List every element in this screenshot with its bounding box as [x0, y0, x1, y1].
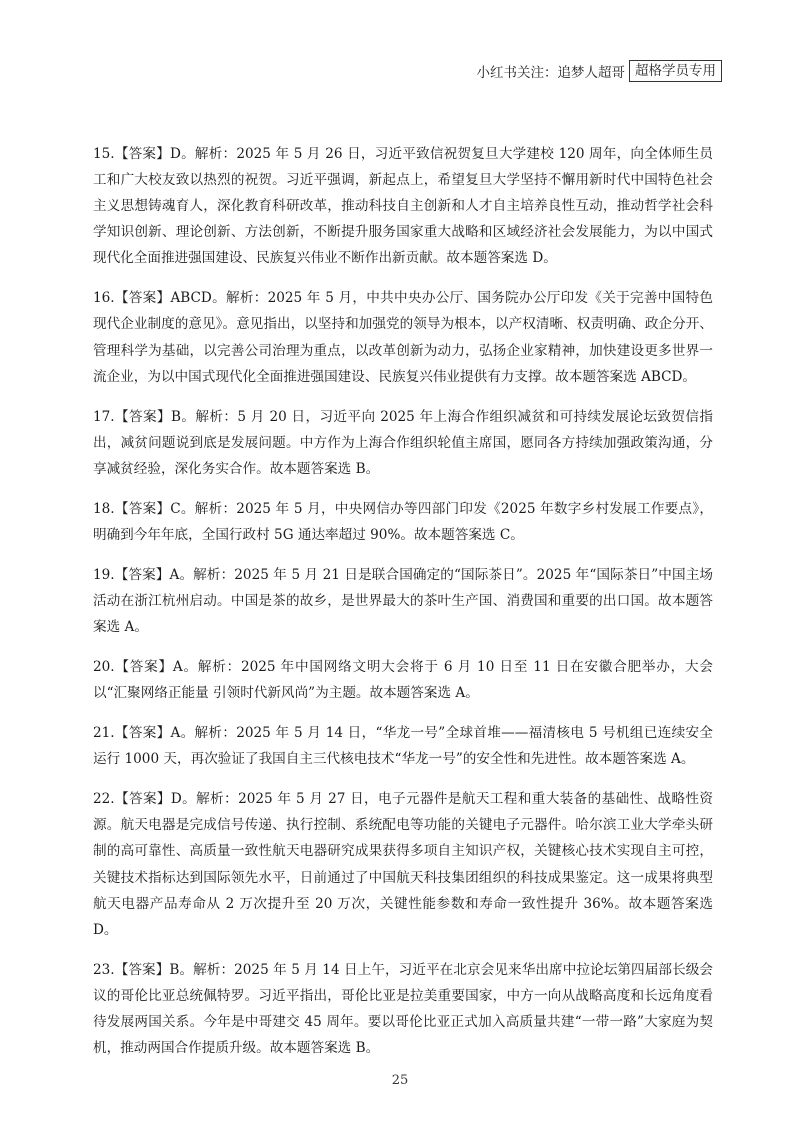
page-number: 25 [391, 1073, 409, 1088]
answer-list [93, 127, 713, 1069]
header-tag-box: 超格学员专用 [629, 60, 722, 82]
item-number: 15. [93, 145, 115, 162]
answer-text: ABCD。解析：2025 年 5 月，中共中央办公厅、国务院办公厅印发《关于完善中国特色现代企业制度的意见》。意见指出，以坚持和加强党的领导为根本，以产权清晰、权责明确、政企分开、管理科学为基础，以完善公司治理为重点，以改革创新为动力，弘扬企业家精神，加快建设更多世界一流企业，为以中国式现代化全面推进强国建设、民族复兴伟业提供有力支撑。故本题答案选 ABCD。 [93, 290, 713, 385]
answer-text: A。解析：2025 年 5 月 14 日，“华龙一号”全球首堆——福清核电 5 号机组已连续安全运行 1000 天，再次验证了我国自主三代核电技术“华龙一号”的安全性和先进性。故本题答案选 A。 [93, 725, 713, 768]
page-header [477, 60, 723, 82]
answer-label: 【答案】 [114, 791, 171, 808]
answer-label: 【答案】 [114, 290, 171, 307]
answer-item-21 [93, 720, 713, 772]
answer-text: B。解析：5 月 20 日，习近平向 2025 年上海合作组织减贫和可持续发展论坛致贺信指出，减贫问题说到底是发展问题。中方作为上海合作组织轮值主席国，愿同各方持续加强政策沟通，分享减贫经验，深化务实合作。故本题答案选 B。 [93, 408, 714, 478]
answer-label: 【答案】 [114, 145, 171, 162]
item-number: 16. [93, 290, 115, 307]
answer-label: 【答案】 [114, 566, 170, 583]
answer-item-20 [93, 654, 713, 706]
item-number: 22. [93, 791, 115, 808]
header-follow-text: 小红书关注：追梦人超哥 [476, 65, 625, 81]
answer-label: 【答案】 [114, 500, 171, 517]
answer-item-18 [93, 496, 713, 548]
answer-label: 【答案】 [114, 725, 171, 742]
answer-text: C。解析：2025 年 5 月，中央网信办等四部门印发《2025 年数字乡村发展工作要点》，明确到今年年底，全国行政村 5G 通达率超过 90%。故本题答案选 C。 [93, 500, 714, 544]
item-number: 21. [93, 725, 115, 742]
answer-item-17 [93, 404, 713, 483]
item-number: 18. [93, 500, 115, 517]
item-number: 17. [93, 408, 115, 425]
answer-item-23 [93, 957, 713, 1062]
item-number: 19. [93, 566, 115, 583]
page-footer [0, 1073, 800, 1088]
answer-label: 【答案】 [114, 961, 170, 978]
answer-item-22 [93, 786, 713, 943]
answer-text: A。解析：2025 年 5 月 21 日是联合国确定的“国际茶日”。2025 年“国际茶日”中国主场活动在浙江杭州启动。中国是茶的故乡，是世界最大的茶叶生产国、消费国和重要的出口国。故本题答案选 A。 [93, 566, 713, 636]
answer-text: D。解析：2025 年 5 月 27 日，电子元器件是航天工程和重大装备的基础性、战略性资源。航天电器是完成信号传递、执行控制、系统配电等功能的关键电子元器件。哈尔滨工业大学牵头研制的高可靠性、高质量一致性航天电器研究成果获得多项自主知识产权，关键核心技术实现自主可控，关键技术指标达到国际领先水平，日前通过了中国航天科技集团组织的科技成果鉴定。这一成果将典型航天电器产品寿命从 2 万次提升至 20 万次，关键性能参数和寿命一致性提升 36%。故本题答案选 D。 [93, 791, 714, 939]
answer-item-19 [93, 562, 713, 641]
answer-item-15 [93, 141, 713, 272]
answer-text: B。解析：2025 年 5 月 14 日上午，习近平在北京会见来华出席中拉论坛第四届部长级会议的哥伦比亚总统佩特罗。习近平指出，哥伦比亚是拉美重要国家，中方一向从战略高度和长远角度看待发展两国关系。今年是中哥建交 45 周年。要以哥伦比亚正式加入高质量共建“一带一路”大家庭为契机，推动两国合作提质升级。故本题答案选 B。 [93, 961, 714, 1057]
item-number: 23. [93, 961, 115, 978]
answer-label: 【答案】 [114, 408, 172, 425]
answer-text: A。解析：2025 年中国网络文明大会将于 6 月 10 日至 11 日在安徽合肥举办，大会以“汇聚网络正能量 引领时代新风尚”为主题。故本题答案选 A。 [93, 659, 713, 702]
answer-label: 【答案】 [114, 659, 173, 676]
answer-text: D。解析：2025 年 5 月 26 日，习近平致信祝贺复旦大学建校 120 周年，向全体师生员工和广大校友致以热烈的祝贺。习近平强调，新起点上，希望复旦大学坚持不懈用新时代中国特色社会主义思想铸魂育人，深化教育科研改革，推动科技自主创新和人才自主培养良性互动，推动哲学社会科学知识创新、理论创新、方法创新，不断提升服务国家重大战略和区域经济社会发展能力，为以中国式现代化全面推进强国建设、民族复兴伟业不断作出新贡献。故本题答案选 D。 [93, 145, 714, 267]
answer-item-16 [93, 285, 713, 390]
item-number: 20. [93, 659, 115, 676]
